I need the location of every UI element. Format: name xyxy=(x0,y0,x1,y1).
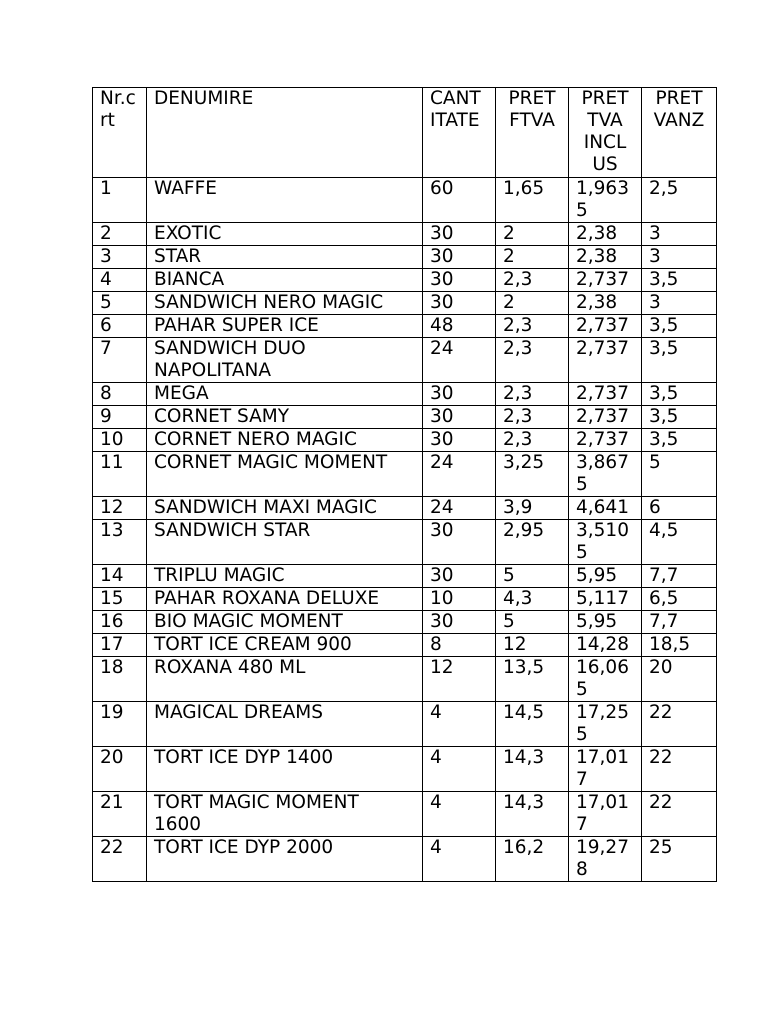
cell-pret-ftva: 5 xyxy=(496,565,569,588)
cell-pret-vanz: 18,5 xyxy=(642,634,717,657)
cell-cantitate: 30 xyxy=(423,429,496,452)
cell-cantitate: 24 xyxy=(423,338,496,383)
cell-nr-crt: 10 xyxy=(93,429,147,452)
cell-pret-tva-inclus: 5,95 xyxy=(569,565,642,588)
cell-pret-ftva: 14,3 xyxy=(496,792,569,837)
cell-denumire: PAHAR ROXANA DELUXE xyxy=(147,588,423,611)
cell-pret-tva-inclus: 17,25 5 xyxy=(569,702,642,747)
cell-denumire: TORT ICE DYP 1400 xyxy=(147,747,423,792)
cell-pret-vanz: 3,5 xyxy=(642,269,717,292)
cell-pret-tva-inclus: 2,737 xyxy=(569,338,642,383)
cell-cantitate: 4 xyxy=(423,747,496,792)
cell-nr-crt: 1 xyxy=(93,178,147,223)
table-row xyxy=(93,520,717,565)
cell-nr-crt: 4 xyxy=(93,269,147,292)
cell-cantitate: 4 xyxy=(423,702,496,747)
cell-pret-tva-inclus: 2,737 xyxy=(569,406,642,429)
table-row xyxy=(93,565,717,588)
cell-pret-ftva: 2,3 xyxy=(496,338,569,383)
cell-pret-tva-inclus: 2,737 xyxy=(569,269,642,292)
table-row xyxy=(93,837,717,882)
cell-nr-crt: 11 xyxy=(93,452,147,497)
cell-pret-vanz: 3,5 xyxy=(642,429,717,452)
cell-nr-crt: 20 xyxy=(93,747,147,792)
table-row xyxy=(93,315,717,338)
cell-pret-ftva: 2,3 xyxy=(496,269,569,292)
cell-denumire: SANDWICH DUO NAPOLITANA xyxy=(147,338,423,383)
cell-cantitate: 30 xyxy=(423,565,496,588)
table-row xyxy=(93,246,717,269)
cell-pret-vanz: 20 xyxy=(642,657,717,702)
cell-cantitate: 4 xyxy=(423,837,496,882)
cell-pret-tva-inclus: 2,38 xyxy=(569,292,642,315)
cell-denumire: SANDWICH MAXI MAGIC xyxy=(147,497,423,520)
price-table xyxy=(92,87,717,882)
cell-cantitate: 30 xyxy=(423,520,496,565)
cell-pret-ftva: 2,3 xyxy=(496,429,569,452)
cell-cantitate: 30 xyxy=(423,406,496,429)
cell-denumire: STAR xyxy=(147,246,423,269)
cell-nr-crt: 22 xyxy=(93,837,147,882)
cell-pret-tva-inclus: 2,38 xyxy=(569,246,642,269)
table-row xyxy=(93,429,717,452)
cell-denumire: BIO MAGIC MOMENT xyxy=(147,611,423,634)
cell-pret-ftva: 12 xyxy=(496,634,569,657)
cell-pret-ftva: 3,25 xyxy=(496,452,569,497)
cell-pret-vanz: 3,5 xyxy=(642,315,717,338)
cell-denumire: TRIPLU MAGIC xyxy=(147,565,423,588)
cell-pret-vanz: 25 xyxy=(642,837,717,882)
header-cantitate: CANT ITATE xyxy=(423,88,496,178)
table-row xyxy=(93,497,717,520)
cell-pret-ftva: 14,3 xyxy=(496,747,569,792)
cell-pret-tva-inclus: 5,95 xyxy=(569,611,642,634)
cell-nr-crt: 15 xyxy=(93,588,147,611)
cell-denumire: PAHAR SUPER ICE xyxy=(147,315,423,338)
table-row xyxy=(93,657,717,702)
cell-nr-crt: 17 xyxy=(93,634,147,657)
cell-pret-tva-inclus: 2,737 xyxy=(569,383,642,406)
cell-cantitate: 24 xyxy=(423,497,496,520)
cell-pret-tva-inclus: 17,01 7 xyxy=(569,792,642,837)
table-row xyxy=(93,269,717,292)
cell-pret-vanz: 5 xyxy=(642,452,717,497)
cell-nr-crt: 18 xyxy=(93,657,147,702)
cell-pret-ftva: 5 xyxy=(496,611,569,634)
cell-pret-tva-inclus: 5,117 xyxy=(569,588,642,611)
cell-pret-ftva: 2,3 xyxy=(496,315,569,338)
cell-denumire: BIANCA xyxy=(147,269,423,292)
cell-pret-tva-inclus: 14,28 xyxy=(569,634,642,657)
table-row xyxy=(93,383,717,406)
cell-cantitate: 30 xyxy=(423,223,496,246)
cell-nr-crt: 3 xyxy=(93,246,147,269)
cell-cantitate: 12 xyxy=(423,657,496,702)
cell-pret-ftva: 13,5 xyxy=(496,657,569,702)
cell-pret-vanz: 2,5 xyxy=(642,178,717,223)
cell-pret-vanz: 6 xyxy=(642,497,717,520)
cell-pret-ftva: 2,3 xyxy=(496,383,569,406)
table-row xyxy=(93,588,717,611)
cell-cantitate: 48 xyxy=(423,315,496,338)
cell-cantitate: 4 xyxy=(423,792,496,837)
cell-nr-crt: 19 xyxy=(93,702,147,747)
table-row xyxy=(93,406,717,429)
cell-nr-crt: 7 xyxy=(93,338,147,383)
cell-pret-vanz: 7,7 xyxy=(642,565,717,588)
cell-pret-tva-inclus: 3,867 5 xyxy=(569,452,642,497)
cell-pret-tva-inclus: 2,737 xyxy=(569,429,642,452)
cell-pret-vanz: 3 xyxy=(642,246,717,269)
cell-denumire: TORT MAGIC MOMENT 1600 xyxy=(147,792,423,837)
cell-pret-ftva: 14,5 xyxy=(496,702,569,747)
header-nr-crt: Nr.c rt xyxy=(93,88,147,178)
cell-pret-ftva: 2 xyxy=(496,223,569,246)
table-row xyxy=(93,611,717,634)
cell-pret-tva-inclus: 2,737 xyxy=(569,315,642,338)
cell-pret-vanz: 3,5 xyxy=(642,338,717,383)
cell-cantitate: 30 xyxy=(423,269,496,292)
cell-cantitate: 8 xyxy=(423,634,496,657)
cell-nr-crt: 5 xyxy=(93,292,147,315)
table-header-row xyxy=(93,88,717,178)
cell-cantitate: 30 xyxy=(423,292,496,315)
table-row xyxy=(93,452,717,497)
cell-pret-vanz: 22 xyxy=(642,702,717,747)
cell-pret-tva-inclus: 4,641 xyxy=(569,497,642,520)
cell-pret-tva-inclus: 19,27 8 xyxy=(569,837,642,882)
cell-denumire: EXOTIC xyxy=(147,223,423,246)
cell-cantitate: 60 xyxy=(423,178,496,223)
cell-denumire: SANDWICH STAR xyxy=(147,520,423,565)
cell-pret-ftva: 3,9 xyxy=(496,497,569,520)
cell-pret-vanz: 4,5 xyxy=(642,520,717,565)
cell-pret-ftva: 16,2 xyxy=(496,837,569,882)
table-row xyxy=(93,702,717,747)
cell-nr-crt: 6 xyxy=(93,315,147,338)
cell-pret-vanz: 3,5 xyxy=(642,383,717,406)
cell-denumire: CORNET MAGIC MOMENT xyxy=(147,452,423,497)
cell-nr-crt: 16 xyxy=(93,611,147,634)
cell-cantitate: 30 xyxy=(423,611,496,634)
cell-pret-tva-inclus: 16,06 5 xyxy=(569,657,642,702)
cell-pret-tva-inclus: 1,963 5 xyxy=(569,178,642,223)
cell-pret-vanz: 3,5 xyxy=(642,406,717,429)
table-row xyxy=(93,338,717,383)
header-denumire: DENUMIRE xyxy=(147,88,423,178)
cell-pret-ftva: 1,65 xyxy=(496,178,569,223)
cell-pret-ftva: 2 xyxy=(496,292,569,315)
cell-pret-ftva: 2,3 xyxy=(496,406,569,429)
cell-denumire: SANDWICH NERO MAGIC xyxy=(147,292,423,315)
cell-pret-ftva: 2 xyxy=(496,246,569,269)
header-pret-ftva: PRET FTVA xyxy=(496,88,569,178)
cell-nr-crt: 9 xyxy=(93,406,147,429)
cell-pret-vanz: 7,7 xyxy=(642,611,717,634)
cell-denumire: TORT ICE CREAM 900 xyxy=(147,634,423,657)
cell-nr-crt: 8 xyxy=(93,383,147,406)
cell-nr-crt: 21 xyxy=(93,792,147,837)
cell-pret-vanz: 3 xyxy=(642,292,717,315)
table-row xyxy=(93,178,717,223)
cell-cantitate: 30 xyxy=(423,246,496,269)
cell-denumire: TORT ICE DYP 2000 xyxy=(147,837,423,882)
header-pret-vanz: PRET VANZ xyxy=(642,88,717,178)
cell-denumire: ROXANA 480 ML xyxy=(147,657,423,702)
cell-pret-tva-inclus: 2,38 xyxy=(569,223,642,246)
cell-denumire: CORNET NERO MAGIC xyxy=(147,429,423,452)
cell-denumire: MEGA xyxy=(147,383,423,406)
cell-nr-crt: 14 xyxy=(93,565,147,588)
table-row xyxy=(93,292,717,315)
cell-pret-ftva: 4,3 xyxy=(496,588,569,611)
cell-nr-crt: 13 xyxy=(93,520,147,565)
cell-denumire: WAFFE xyxy=(147,178,423,223)
table-row xyxy=(93,747,717,792)
cell-pret-tva-inclus: 3,510 5 xyxy=(569,520,642,565)
table-row xyxy=(93,223,717,246)
header-pret-tva-inclus: PRET TVA INCL US xyxy=(569,88,642,178)
cell-pret-vanz: 22 xyxy=(642,747,717,792)
cell-nr-crt: 2 xyxy=(93,223,147,246)
cell-denumire: MAGICAL DREAMS xyxy=(147,702,423,747)
cell-pret-tva-inclus: 17,01 7 xyxy=(569,747,642,792)
table-body xyxy=(93,178,717,882)
cell-pret-vanz: 6,5 xyxy=(642,588,717,611)
cell-nr-crt: 12 xyxy=(93,497,147,520)
cell-cantitate: 30 xyxy=(423,383,496,406)
cell-cantitate: 24 xyxy=(423,452,496,497)
cell-pret-vanz: 3 xyxy=(642,223,717,246)
cell-pret-vanz: 22 xyxy=(642,792,717,837)
cell-cantitate: 10 xyxy=(423,588,496,611)
table-row xyxy=(93,792,717,837)
cell-pret-ftva: 2,95 xyxy=(496,520,569,565)
cell-denumire: CORNET SAMY xyxy=(147,406,423,429)
table-row xyxy=(93,634,717,657)
